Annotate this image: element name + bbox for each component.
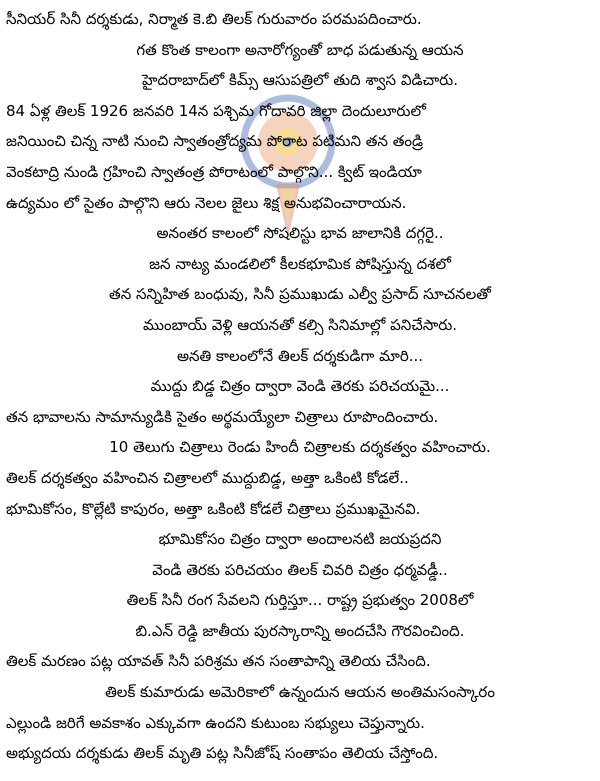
article-line: తిలక్ దర్శకత్వం వహించిన చిత్రాలలో ముద్దుబిడ్డ, అత్తా ఒకింటి కోడలే.. [6, 468, 409, 487]
article-line: తిలక్ మరణం పట్ల యావత్ సినీ పరిశ్రమ తన సంతాపాన్ని తెలియ చేసింది. [6, 652, 431, 671]
article-line: ముంబాయ్ వెళ్లి ఆయనతో కల్సి సినిమాల్లో పనిచేసారు. [142, 315, 458, 334]
article-line: గత కొంత కాలంగా అనారోగ్యంతో బాధ పడుతున్న ఆయన [136, 40, 464, 59]
article-line: వెంకటాద్రి నుండి గ్రహించి స్వాతంత్ర పోరాటంలో పాల్గొని... క్విట్ ఇండియా [6, 162, 422, 181]
article-line: ఎల్లుండి జరిగే అవకాశం ఎక్కువగా ఉందని కుటుంబ సభ్యులు చెప్తున్నారు. [6, 713, 425, 732]
article-line: అనంతర కాలంలో సోషలిస్టు భావ జాలానికి దగ్గరై.. [156, 224, 444, 243]
article-line: తన సన్నిహిత బంధువు, సినీ ప్రముఖుడు ఎల్వీ ప్రసాద్ సూచనలతో [109, 285, 491, 304]
article-line: తిలక్ సినీ రంగ సేవలని గుర్తిస్తూ... రాష్ట్ర ప్రభుత్వం 2008లో [126, 591, 474, 610]
article-body [0, 4, 600, 769]
article-line: హైదరాబాద్‌లో కిమ్స్ ఆసుపత్రిలో తుది శ్వాస విడిచారు. [142, 71, 458, 90]
article-line: తిలక్ కుమారుడు అమెరికాలో ఉన్నందున ఆయన అంతిమసంస్కారం [105, 683, 495, 702]
article-line: భూమికోసం చిత్రం ద్వారా అందాలనటి జయప్రదని [158, 530, 442, 549]
article-line: 10 తెలుగు చిత్రాలు రెండు హిందీ చిత్రాలకు దర్శకత్వం వహించారు. [109, 438, 491, 457]
article-line: జన నాట్య మండలిలో కీలకభూమిక పోషిస్తున్న దశలో [149, 254, 451, 273]
article-line: ముద్దు బిడ్డ చిత్రం ద్వారా వెండి తెరకు పరిచయమై... [150, 377, 450, 396]
article-line: వెండి తెరకు పరిచయం తిలక్ చివరి చిత్రం ధర్మవడ్డీ.. [152, 560, 448, 579]
article-line: జనియించి చిన్న నాటి నుంచి స్వాతంత్రోద్యమ పోరాట పటిమని తన తండ్రి [6, 132, 424, 151]
article-line: అభ్యుదయ దర్శకుడు తిలక్ మృతి పట్ల సినీజోష్ సంతాపం తెలియ చేస్తోంది. [6, 744, 439, 763]
article-line: సీనియర్ సినీ దర్శకుడు, నిర్మాత కె.బి తిలక్ గురువారం పరమపదించారు. [6, 10, 422, 28]
article-line: తన భావాలను సామాన్యుడికి సైతం అర్థమయ్యేలా చిత్రాలు రూపొందించారు. [6, 407, 439, 426]
article-line: భూమికోసం, కొల్లేటి కాపురం, అత్తా ఒకింటి కోడలే చిత్రాలు ప్రముఖమైనవి. [6, 499, 421, 518]
article-line: అనతి కాలంలోనే తిలక్ దర్శకుడిగా మారి... [176, 346, 424, 365]
article-line: 84 ఏళ్ల తిలక్ 1926 జనవరి 14న పశ్చిమ గోదావరి జిల్లా దెందులూరులో [6, 101, 426, 120]
article-line: బి.ఎన్ రెడ్డి జాతీయ పురస్కారాన్ని అందచేసి గౌరవించింది. [135, 621, 465, 640]
article-line: ఉద్యమం లో సైతం పాల్గొని ఆరు నెలల జైలు శిక్ష అనుభవించారాయన. [6, 193, 407, 212]
